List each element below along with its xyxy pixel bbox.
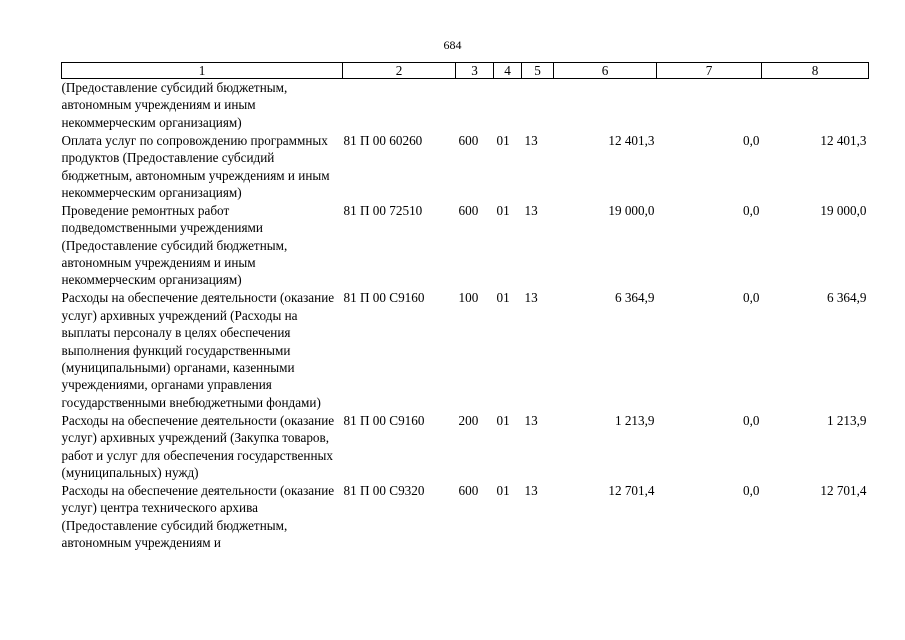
column-number-row [62,63,869,79]
expense-name: Расходы на обеспечение деятельности (оказание услуг) архивных учреждений (Расходы на выплаты персоналу в целях обеспечения выполнения функций государственными (муниципальными) органами, казенными учреждениями, органами управления государственными внебюджетными фондами) [61,290,335,410]
expense-name: Расходы на обеспечение деятельности (оказание услуг) центра технического архива (Предоставление субсидий бюджетным, автономным учреждениям и [61,482,335,551]
expense-name: Оплата услуг по сопровождению программных продуктов (Предоставлeние субсидий бюджетным, автономным учреждениям и иным некоммерческим организациям) [61,132,330,200]
amount-col-7 [657,79,762,132]
amount-col-7: 0,0 [743,482,760,498]
expense-type-code [456,79,494,132]
table-header [62,63,869,79]
amount-col-8: 6 364,9 [826,290,867,306]
expense-type-code: 100 [458,290,479,306]
table-row [62,482,869,552]
subsection-code: 13 [524,290,538,306]
amount-col-7: 0,0 [743,290,760,306]
expense-type-code: 200 [458,412,479,428]
section-code: 01 [496,482,510,498]
column-header-2: 2 [343,63,456,79]
amount-col-8 [762,79,869,132]
amount-col-6: 6 364,9 [614,290,655,306]
section-code: 01 [496,290,510,306]
expense-type-code: 600 [458,202,479,218]
budget-table [61,62,869,552]
column-header-3: 3 [456,63,494,79]
amount-col-6: 12 701,4 [608,482,655,498]
amount-col-8: 12 401,3 [820,132,867,148]
amount-col-6 [554,79,657,132]
table-row [62,132,869,202]
subsection-code [522,79,554,132]
amount-col-7: 0,0 [743,132,760,148]
amount-col-7: 0,0 [743,412,760,428]
subsection-code: 13 [524,412,538,428]
table-row [62,289,869,411]
column-header-5: 5 [522,63,554,79]
amount-col-6: 1 213,9 [614,412,655,428]
expense-name: Проведение ремонтных работ подведомственными учреждениями (Предоставление субсидий бюджетным, автономным учреждениям и иным некоммерческим организациям) [61,202,288,288]
target-article-code: 81 П 00 С9160 [343,412,425,428]
section-code: 01 [496,412,510,428]
section-code: 01 [496,202,510,218]
target-article-code: 81 П 00 С9320 [343,482,425,498]
target-article-code: 81 П 00 60260 [343,132,423,148]
amount-col-8: 19 000,0 [820,202,867,218]
table-body [62,79,869,552]
target-article-code [343,79,456,132]
amount-col-8: 1 213,9 [826,412,867,428]
expense-type-code: 600 [458,482,479,498]
table-row [62,202,869,290]
table-row [62,412,869,482]
amount-col-6: 12 401,3 [608,132,655,148]
target-article-code: 81 П 00 72510 [343,202,423,218]
column-header-1: 1 [62,63,343,79]
subsection-code: 13 [524,202,538,218]
table-row [62,79,869,132]
section-code: 01 [496,132,510,148]
amount-col-7: 0,0 [743,202,760,218]
page-number: 684 [443,38,462,52]
subsection-code: 13 [524,482,538,498]
section-code [494,79,522,132]
subsection-code: 13 [524,132,538,148]
expense-name: Расходы на обеспечение деятельности (оказание услуг) архивных учреждений (Закупка товаров, работ и услуг для обеспечения государственных (муниципальных) нужд) [61,412,335,480]
column-header-6: 6 [554,63,657,79]
column-header-7: 7 [657,63,762,79]
amount-col-8: 12 701,4 [820,482,867,498]
amount-col-6: 19 000,0 [608,202,655,218]
expense-type-code: 600 [458,132,479,148]
column-header-8: 8 [762,63,869,79]
column-header-4: 4 [494,63,522,79]
expense-name: (Предоставление субсидий бюджетным, автономным учреждениям и иным некоммерческим организациям) [61,80,288,130]
target-article-code: 81 П 00 С9160 [343,290,425,306]
